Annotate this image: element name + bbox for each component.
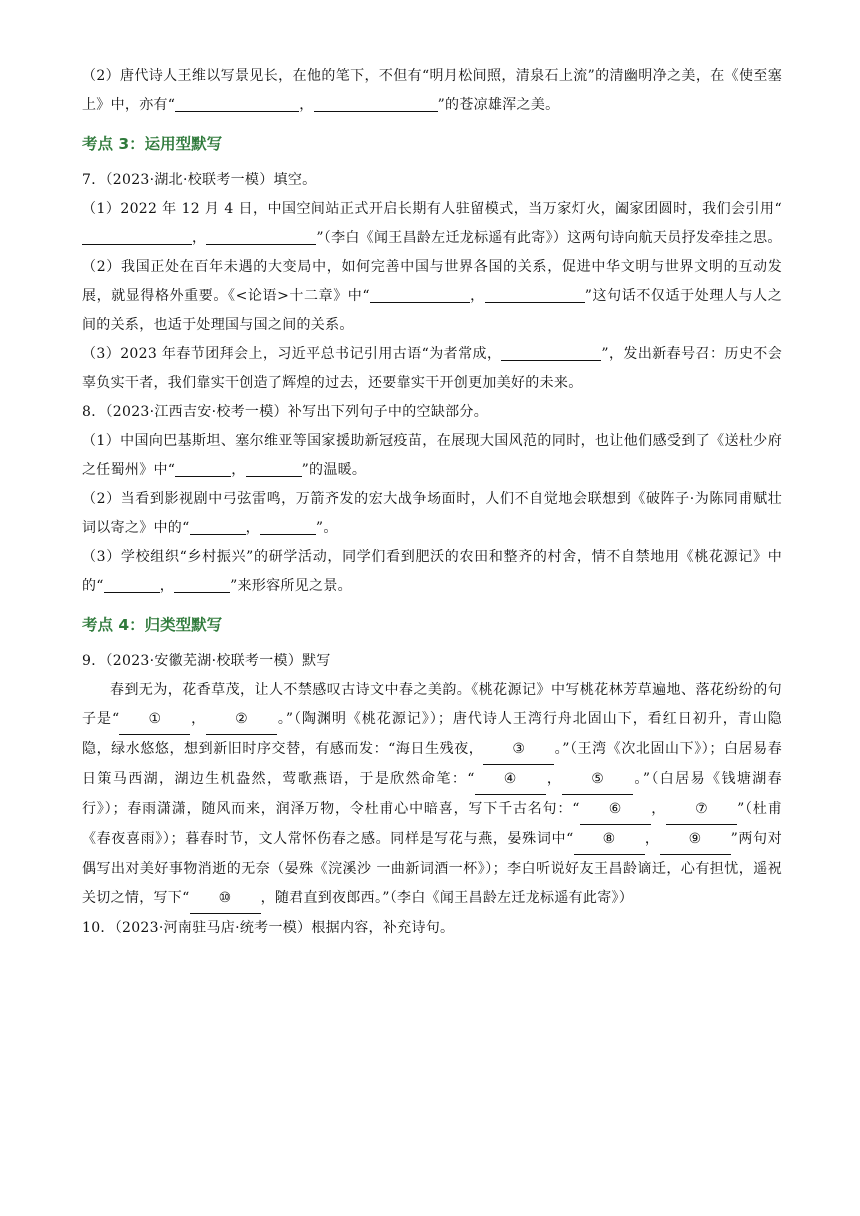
answer-blank-4[interactable]: ④: [475, 765, 546, 795]
question-8-part-3: （3）学校组织“乡村振兴”的研学活动，同学们看到肥沃的农田和整齐的村舍，情不自禁地用《桃花源记》中的“ ， ”来形容所见之景。: [82, 549, 782, 594]
answer-blank-1[interactable]: ①: [119, 705, 190, 735]
question-9-stem: 9．（2023·安徽芜湖·校联考一模）默写: [82, 653, 331, 669]
question-8-stem: 8．（2023·江西吉安·校考一模）补写出下列句子中的空缺部分。: [82, 404, 489, 420]
answer-blank[interactable]: [104, 576, 160, 593]
question-7-part-3: （3）2023 年春节团拜会上，习近平总书记引用古语“为者常成， ”，发出新春号召：历史不会辜负实干者，我们靠实干创造了辉煌的过去，还要靠实干开创更加美好的未来。: [82, 346, 782, 391]
worksheet-page: [82, 62, 782, 943]
answer-blank[interactable]: [82, 228, 192, 245]
answer-blank-8[interactable]: ⑧: [574, 825, 645, 855]
answer-blank[interactable]: [501, 344, 601, 361]
answer-blank[interactable]: [260, 518, 316, 535]
question-8-part-1: （1）中国向巴基斯坦、塞尔维亚等国家援助新冠疫苗，在展现大国风范的同时，也让他们感受到了《送杜少府之任蜀州》中“ ， ”的温暖。: [82, 433, 782, 478]
answer-blank-3[interactable]: ③: [483, 735, 554, 765]
answer-blank[interactable]: [190, 518, 246, 535]
question-7-stem: 7．（2023·湖北·校联考一模）填空。: [82, 172, 317, 188]
answer-blank-9[interactable]: ⑨: [660, 825, 731, 855]
answer-blank[interactable]: [314, 95, 438, 112]
answer-blank[interactable]: [246, 460, 302, 477]
answer-blank[interactable]: [206, 228, 316, 245]
question-10-stem: 10．（2023·河南驻马店·统考一模）根据内容，补充诗句。: [82, 920, 455, 936]
answer-blank[interactable]: [175, 95, 299, 112]
answer-blank[interactable]: [175, 460, 231, 477]
answer-blank-6[interactable]: ⑥: [580, 795, 651, 825]
question-7-part-1: （1）2022 年 12 月 4 日，中国空间站正式开启长期有人驻留模式，当万家灯火，阖家团圆时，我们会引用“， ”（李白《闻王昌龄左迁龙标遥有此寄》）这两句诗向航天员抒发牵挂之思。: [82, 201, 782, 246]
answer-blank-5[interactable]: ⑤: [562, 765, 633, 795]
answer-blank[interactable]: [174, 576, 230, 593]
section-heading-3: 考点 3：运用型默写: [82, 135, 223, 153]
question-6-part-2: （2）唐代诗人王维以写景见长，在他的笔下，不但有“明月松间照，清泉石上流”的清幽明净之美，在《使至塞上》中，亦有“ ， ”的苍凉雄浑之美。: [82, 68, 782, 113]
answer-blank-2[interactable]: ②: [206, 705, 277, 735]
answer-blank-10[interactable]: ⑩: [190, 884, 261, 914]
section-heading-4: 考点 4：归类型默写: [82, 616, 223, 634]
question-7-part-2: （2）我国正处在百年未遇的大变局中，如何完善中国与世界各国的关系，促进中华文明与世界文明的互动发展，就显得格外重要。《<论语>十二章》中“ ， ”这句话不仅适于处理人与人之间的关系，也适于处理国与国之间的关系。: [82, 259, 783, 333]
answer-blank-7[interactable]: ⑦: [666, 795, 737, 825]
answer-blank[interactable]: [370, 286, 470, 303]
question-8-part-2: （2）当看到影视剧中弓弦雷鸣，万箭齐发的宏大战争场面时，人们不自觉地会联想到《破阵子·为陈同甫赋壮词以寄之》中的“ ， ”。: [82, 491, 782, 536]
question-9-passage: 春到无为，花香草茂，让人不禁感叹古诗文中春之美韵。《桃花源记》中写桃花林芳草遍地、落花纷纷的句子是“ ① ， ② 。”（陶渊明《桃花源记》）；唐代诗人王湾行舟北固山下，看红日初升，青山隐隐，绿水悠悠，想到新旧时序交替，有感而发：“海日生残夜， ③ 。”（王湾《次北固山下》）；白居易春日策马西湖，湖边生机盎然，莺歌燕语，于是欣然命笔：“ ④ ， ⑤ 。”（白居易《钱塘湖春行》）；春雨潇潇，随风而来，润泽万物，令杜甫心中暗喜，写下千古名句：“ ⑥ ， ⑦ ”（杜甫《春夜喜雨》）；暮春时节，文人常怀伤春之感。同样是写花与燕，晏殊词中“ ⑧ ， ⑨ ”两句对偶写出对美好事物消逝的无奈（晏殊《浣溪沙 一曲新词酒一杯》）；李白听说好友王昌龄谪迁，心有担忧，遥祝关切之情，写下“ ⑩ ，随君直到夜郎西。”（李白《闻王昌龄左迁龙标遥有此寄》）: [82, 676, 782, 914]
answer-blank[interactable]: [485, 286, 585, 303]
